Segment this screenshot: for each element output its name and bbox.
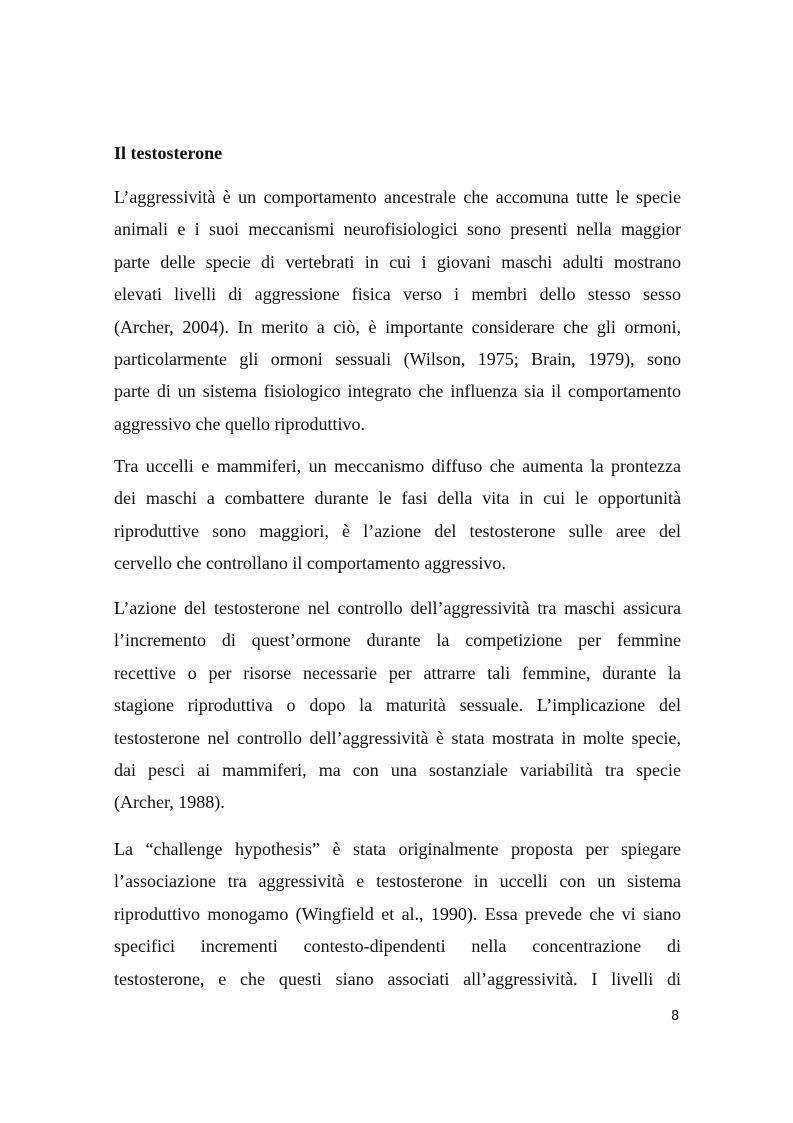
text-line: cervello che controllano il comportamento aggressivo. xyxy=(114,553,506,574)
paragraph-1 xyxy=(114,181,681,440)
text-line: dei maschi a combattere durante le fasi della vita in cui le opportunità xyxy=(114,488,681,509)
text-line: riproduttive sono maggiori, è l’azione del testosterone sulle aree del xyxy=(114,520,681,541)
paragraph-2 xyxy=(114,450,681,580)
text-line: particolarmente gli ormoni sessuali (Wilson, 1975; Brain, 1979), sono xyxy=(114,348,681,369)
text-line: riproduttivo monogamo (Wingfield et al., 1990). Essa prevede che vi siano xyxy=(114,903,681,924)
text-line: L’aggressività è un comportamento ancestrale che accomuna tutte le specie xyxy=(114,187,681,207)
page-number: 8 xyxy=(671,1009,680,1024)
text-line: parte delle specie di vertebrati in cui i giovani maschi adulti mostrano xyxy=(114,251,681,272)
text-line: animali e i suoi meccanismi neurofisiologici sono presenti nella maggior xyxy=(114,219,681,240)
text-line: l’incremento di quest’ormone durante la competizione per femmine xyxy=(114,630,681,651)
paragraph-3 xyxy=(114,592,681,819)
text-line: recettive o per risorse necessarie per attrarre tali femmine, durante la xyxy=(114,662,681,683)
text-line: (Archer, 1988). xyxy=(114,792,225,813)
text-line: (Archer, 2004). In merito a ciò, è importante considerare che gli ormoni, xyxy=(114,316,681,337)
text-line: specifici incrementi contesto-dipendenti nella concentrazione di xyxy=(114,936,681,957)
text-line: dai pesci ai mammiferi, ma con una sostanziale variabilità tra specie xyxy=(114,759,681,780)
text-line: parte di un sistema fisiologico integrato che influenza sia il comportamento xyxy=(114,381,681,402)
text-line: testosterone nel controllo dell’aggressività è stata mostrata in molte specie, xyxy=(114,727,681,748)
text-line: aggressivo che quello riproduttivo. xyxy=(114,413,365,434)
text-line: La “challenge hypothesis” è stata originalmente proposta per spiegare xyxy=(114,839,681,859)
paragraph-4 xyxy=(114,833,681,995)
text-line: L’azione del testosterone nel controllo dell’aggressività tra maschi assicura xyxy=(114,598,681,618)
text-line: elevati livelli di aggressione fisica verso i membri dello stesso sesso xyxy=(114,284,681,305)
text-line: l’associazione tra aggressività e testosterone in uccelli con un sistema xyxy=(114,871,681,892)
section-title: Il testosterone xyxy=(114,143,223,163)
text-line: stagione riproduttiva o dopo la maturità sessuale. L’implicazione del xyxy=(114,695,681,716)
text-line: testosterone, e che questi siano associati all’aggressività. I livelli di xyxy=(114,968,681,989)
text-line: Tra uccelli e mammiferi, un meccanismo diffuso che aumenta la prontezza xyxy=(114,456,681,476)
